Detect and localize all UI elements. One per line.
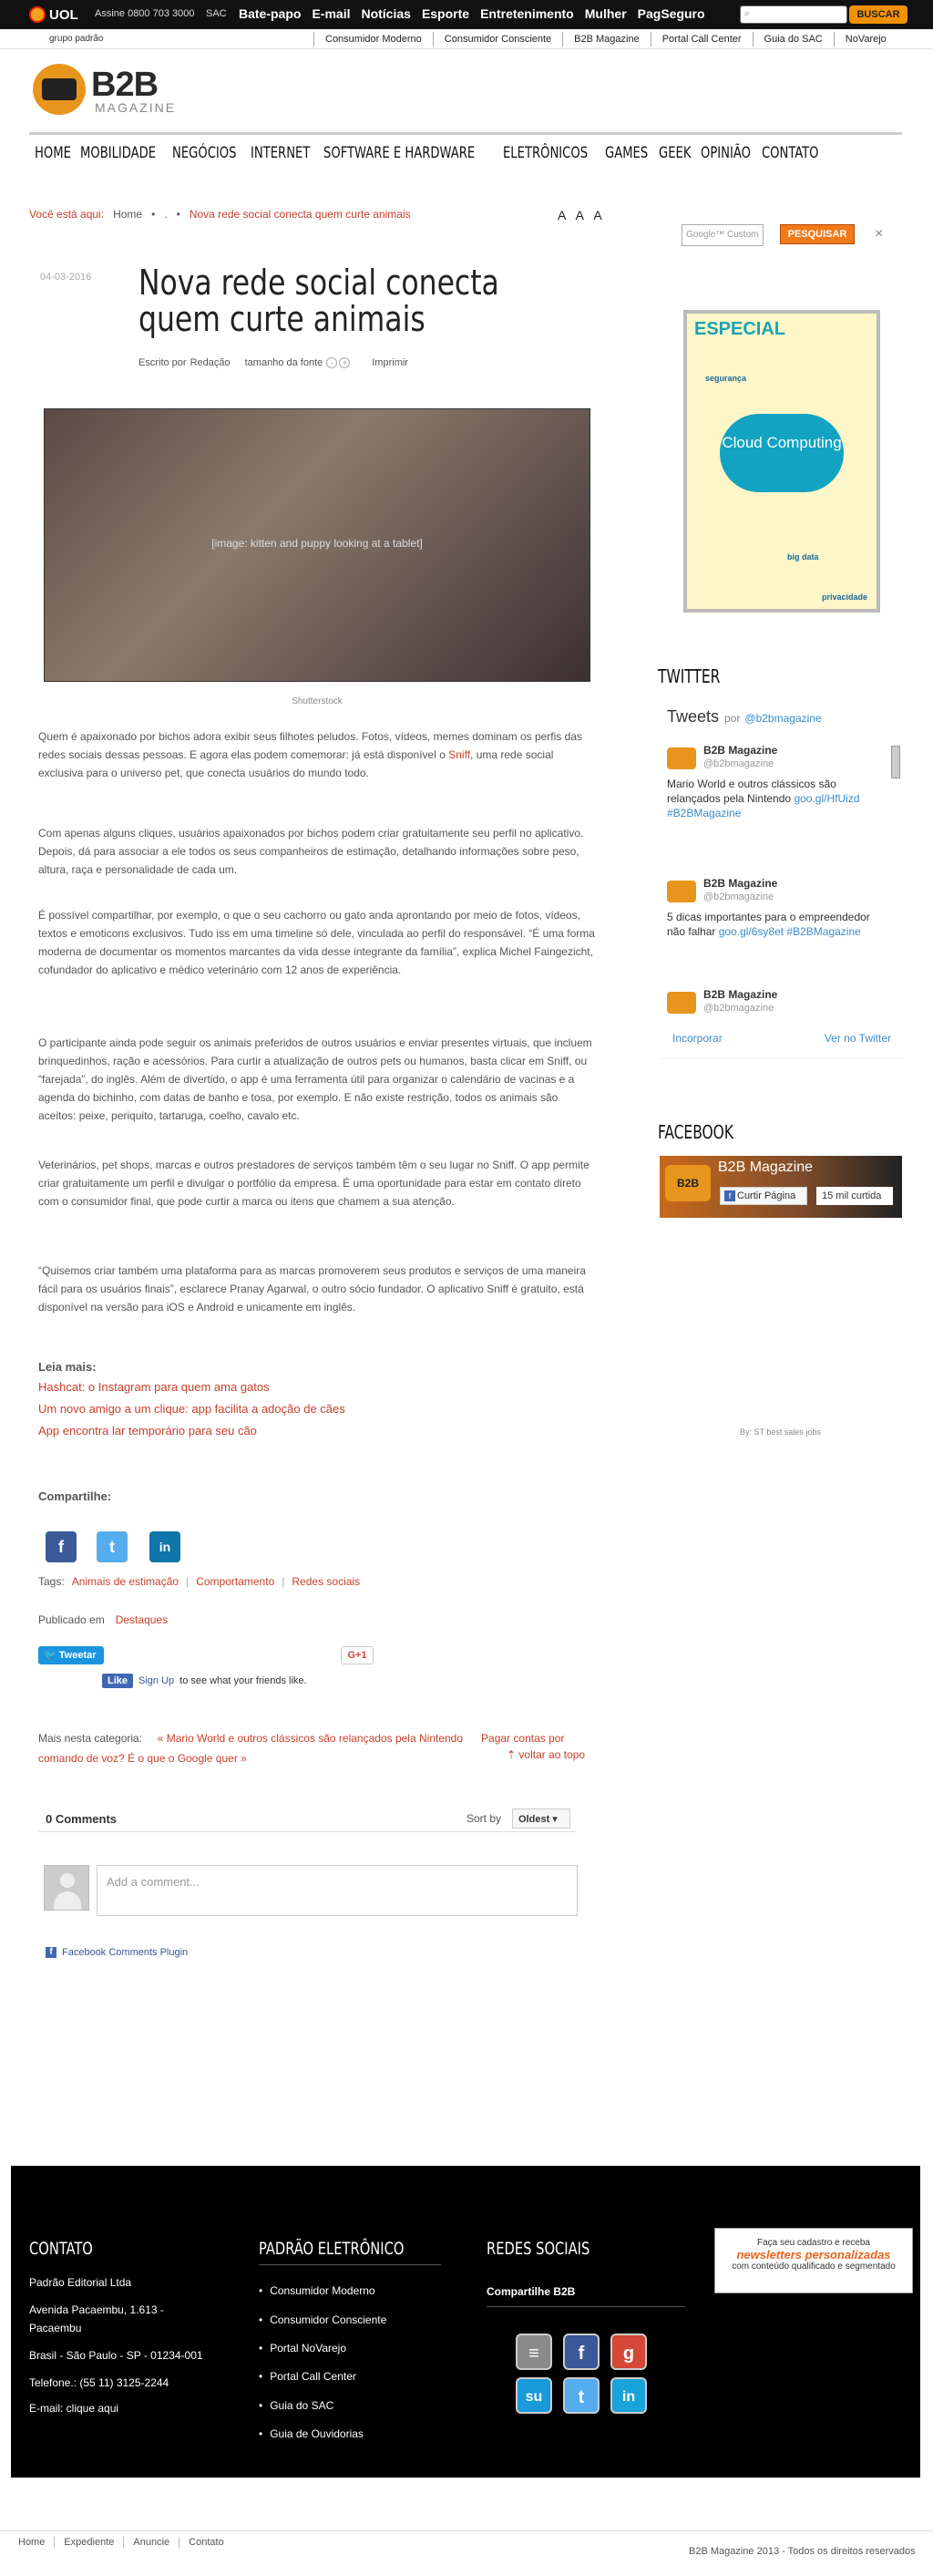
nav-item-negocios[interactable]: NEGÓCIOS [172, 144, 237, 162]
breadcrumb-sep: • [151, 208, 156, 221]
uol-nav-item[interactable]: Bate-papo [239, 6, 302, 21]
facebook-page-widget [660, 1156, 902, 1218]
gplus-button[interactable]: G+1 [341, 1646, 374, 1664]
article-paragraph: Veterinários, pet shops, marcas e outros prestadores de serviços também têm o seu lugar no Sniff. O app permite criar gratuitamente um perfil e divulgar o portfólio da empresa. É uma oportunidade para estar em contato direto com o consumidor final, que pode curtir a marca ou itens que chamem a sua atenção. [38, 1159, 590, 1208]
print-link[interactable]: Imprimir [372, 357, 408, 368]
bottom-link[interactable]: Anuncie [123, 2537, 179, 2548]
nav-item-software[interactable]: SOFTWARE E HARDWARE [323, 144, 476, 162]
author-name: Redação [190, 357, 231, 368]
twitter-icon[interactable]: t [97, 1531, 128, 1562]
linkedin-icon[interactable]: in [610, 2377, 647, 2414]
banner-tag: big data [787, 552, 819, 562]
b2b-avatar-icon [667, 992, 696, 1014]
footer [11, 2166, 920, 2478]
nav-item-opiniao[interactable]: OPINIÃO [700, 144, 751, 162]
grupo-padrao-logo[interactable]: grupo padrão [49, 34, 104, 44]
article-image [44, 408, 590, 682]
footer-link[interactable]: • Guia de Ouvidorias [259, 2427, 364, 2440]
fb-comments-plugin-link[interactable]: f Facebook Comments Plugin [46, 1947, 188, 1958]
fb-like-button[interactable]: Like [102, 1674, 133, 1688]
contato-line: Padrão Editorial Ltda [29, 2276, 132, 2289]
comments-header [38, 1810, 576, 1832]
article-meta [138, 357, 408, 368]
more-label: Mais nesta categoria: [38, 1732, 143, 1745]
sort-label: Sort by [466, 1812, 502, 1825]
contato-email-link[interactable]: E-mail: clique aqui [29, 2402, 119, 2415]
fb-page-name[interactable]: B2B Magazine [718, 1159, 814, 1175]
article-paragraph: Com apenas alguns cliques, usuários apaixonados por bichos podem criar gratuitamente seu perfil no aplicativo. Depois, dá para associar a ele todos os seus companheiros de estimação, detalhando informações sobre peso, altura, raça e personalidade de cada um. [38, 827, 584, 876]
uol-logo-icon [29, 6, 46, 23]
article-title: Nova rede social conecta quem curte animais [138, 263, 499, 339]
facebook-icon[interactable]: f [46, 1531, 77, 1562]
buscar-button[interactable]: BUSCAR [849, 5, 907, 24]
brand-name: B2B [91, 66, 159, 104]
twitter-icon[interactable]: t [563, 2377, 600, 2414]
footer-link[interactable]: • Portal Call Center [259, 2370, 356, 2383]
especial-banner[interactable] [683, 310, 880, 613]
published-in: Publicado em Destaques [38, 1613, 169, 1626]
nav-item-games[interactable]: GAMES [605, 144, 649, 162]
bottom-bar [0, 2530, 933, 2558]
b2b-avatar-icon [667, 747, 696, 769]
footer-link[interactable]: • Portal NoVarejo [259, 2342, 346, 2354]
myspace-icon[interactable]: ≡ [516, 2334, 552, 2370]
fb-like-page-button[interactable]: f Curtir Página [720, 1187, 807, 1205]
article-paragraph: O participante ainda pode seguir os animais preferidos de outros usuários e enviar presentes virtuais, que incluem brinquedinhos, ração e acessórios. Para curtir a atualização de outros pets ou humanos, basta clicar em Sniff, ou “farejada”, do inglês. Além de divertido, o app é uma ferramenta útil para organizar o calendário de vacinas e a agenda do bichinho, com datas de banho e tosa, por exemplo. E não existe restrição, todos os animais são aceitos: peixe, periquito, tartaruga, coelho, cavalo etc. [38, 1036, 592, 1122]
fb-signup-text: to see what your friends like. [179, 1675, 307, 1686]
newsletter-banner[interactable]: Faça seu cadastro e receba newsletters personalizadas com conteúdo qualificado e segmentado [714, 2228, 913, 2293]
banner-title: ESPECIAL [694, 319, 786, 339]
bottom-link[interactable]: Home [18, 2537, 46, 2548]
facebook-heading: FACEBOOK [658, 1121, 734, 1143]
related-link[interactable]: Um novo amigo a um clique: app facilita a adoção de cães [38, 1402, 345, 1416]
article-paragraph: “Quisemos criar também uma plataforma para as marcas promoverem seus produtos e serviços de uma maneira fácil para os usuários finais”, esclarece Pranay Agarwal, o outro sócio fundador. O aplicativo Sniff é gratuito, está disponível na versão para iOS e Android e unicamente em inglês. [38, 1264, 586, 1314]
contato-line: Avenida Pacaembu, 1.613 - [29, 2303, 164, 2316]
nav-item-geek[interactable]: GEEK [659, 144, 692, 162]
facebook-icon: f [724, 1190, 735, 1201]
tweets-header: Tweets por @b2bmagazine [667, 707, 822, 726]
share-heading: Compartilhe: [38, 1489, 112, 1503]
tags-label: Tags: [38, 1575, 65, 1588]
comment-input[interactable]: Add a comment... [97, 1865, 578, 1916]
nav-item-home[interactable]: HOME [35, 144, 71, 162]
by-line[interactable]: By: ST best sales jobs [740, 1427, 821, 1437]
sniff-link[interactable]: Sniff [448, 748, 471, 761]
tags: Tags: Animais de estimação | Comportamento | Redes sociais [38, 1575, 361, 1588]
group-link[interactable]: NoVarejo [834, 32, 897, 46]
twitter-scrollbar[interactable] [891, 746, 900, 778]
b2b-badge-icon [33, 64, 86, 115]
group-link[interactable]: Guia do SAC [753, 32, 834, 46]
prev-article-link[interactable]: « Mario World e outros clássicos são relançados pela Nintendo [157, 1732, 464, 1745]
copyright: B2B Magazine 2013 - Todos os direitos reservados [689, 2546, 916, 2557]
breadcrumb-item[interactable]: . [164, 208, 168, 221]
banner-tag: segurança [705, 374, 747, 383]
footer-link[interactable]: • Consumidor Moderno [259, 2284, 375, 2297]
footer-padrao-heading: PADRÃO ELETRÔNICO [259, 2239, 405, 2259]
uol-nav-item[interactable]: Esporte [421, 6, 470, 21]
image-caption: Shutterstock [292, 696, 343, 706]
bottom-link[interactable]: Contato [179, 2537, 233, 2548]
author-label: Escrito por [138, 357, 187, 368]
assine-link[interactable]: Assine 0800 703 3000 [95, 8, 195, 19]
group-link[interactable]: B2B Magazine [562, 32, 651, 46]
uol-nav-item[interactable]: Mulher [584, 6, 627, 21]
footer-link[interactable]: • Consumidor Consciente [259, 2313, 386, 2326]
back-to-top-link[interactable]: ⇡ voltar ao topo [507, 1748, 586, 1761]
uol-logo[interactable]: UOL [29, 5, 78, 24]
fb-likes-count: 15 mil curtida [816, 1187, 893, 1205]
sort-select[interactable]: Oldest ▾ [512, 1808, 570, 1829]
uol-search-input[interactable] [740, 5, 847, 24]
twitter-timeline: Tweets por @b2bmagazine B2B Magazine @b2bmagazine Mario World e outros clássicos são relançados pela Nintendo goo.gl/HfUizd #B2BMagazine B2B Magazine @b2bmagazine 5 dicas importantes para o empreendedor não falhar goo.gl/6sy8et #B2BMagazine B2B Magazine @b2bmagazine [661, 698, 904, 1059]
brand-sub: MAGAZINE [95, 100, 177, 115]
uol-nav-item[interactable]: Notícias [361, 6, 411, 21]
bottom-links [18, 2537, 233, 2548]
chevron-down-icon: ▾ [552, 1814, 558, 1825]
next-article-link[interactable]: Pagar contas por comando de voz? É o que o Google quer » [38, 1732, 565, 1765]
related-link[interactable]: App encontra lar temporário para seu cão [38, 1424, 257, 1437]
linkedin-icon[interactable]: in [149, 1531, 180, 1562]
search-icon: ⌕ [744, 8, 751, 19]
b2b-fb-logo[interactable]: B2B [665, 1165, 711, 1201]
group-links [313, 32, 897, 46]
header-divider [29, 132, 902, 135]
font-decrease-button[interactable]: - [326, 357, 337, 368]
stumbleupon-icon[interactable]: su [516, 2377, 552, 2414]
footer-link[interactable]: • Guia do SAC [259, 2399, 333, 2412]
contato-line: Telefone.: (55 11) 3125-2244 [29, 2376, 169, 2389]
view-on-twitter-link[interactable]: Ver no Twitter [824, 1032, 891, 1045]
leia-mais-heading: Leia mais: [38, 1360, 97, 1374]
cloud-icon: Cloud Computing [720, 414, 844, 492]
uol-top-bar [0, 0, 933, 29]
footer-redes-heading: REDES SOCIAIS [487, 2239, 590, 2259]
breadcrumb-sep: • [176, 208, 180, 221]
avatar [44, 1865, 89, 1911]
facebook-icon[interactable]: f [563, 2334, 600, 2370]
breadcrumb [29, 208, 411, 221]
contato-line: Pacaembu [29, 2322, 82, 2334]
font-size-toggle[interactable]: A A A [558, 208, 606, 222]
nav-item-internet[interactable]: INTERNET [250, 144, 311, 162]
twitter-handle-link[interactable]: @b2bmagazine [744, 712, 822, 725]
compartilhe-b2b: Compartilhe B2B [487, 2285, 576, 2298]
contato-line: Brasil - São Paulo - SP - 01234-001 [29, 2349, 203, 2362]
group-link[interactable]: Portal Call Center [651, 32, 753, 46]
facebook-icon: f [46, 1947, 56, 1958]
twitter-heading: TWITTER [658, 665, 721, 687]
article-paragraph: Quem é apaixonado por bichos adora exibir seus filhotes peludos. Fotos, vídeos, memes dominam os perfis das redes sociais dessas pessoas. E agora elas podem comemorar: já está disponível o Sniff, uma rede social exclusiva para o universo pet, que conecta usuários do mundo todo. [38, 730, 582, 779]
pesquisar-button[interactable]: PESQUISAR [780, 224, 855, 244]
uol-nav-item[interactable]: Entretenimento [480, 6, 574, 21]
breadcrumb-label: Você está aqui: [29, 208, 105, 221]
twitter-icon: 🐦 [44, 1650, 59, 1661]
group-link[interactable]: Consumidor Consciente [433, 32, 562, 46]
group-link[interactable]: Consumidor Moderno [313, 32, 433, 46]
fb-signup-link[interactable]: Sign Up [138, 1675, 175, 1686]
main-nav [35, 144, 819, 162]
google-icon[interactable]: g [610, 2334, 647, 2370]
fb-like-widget [102, 1674, 307, 1688]
nav-item-mobilidade[interactable]: MOBILIDADE [80, 144, 157, 162]
uol-nav [239, 6, 705, 21]
close-icon[interactable]: × [875, 226, 884, 242]
tweet-button[interactable]: 🐦 Tweetar [38, 1646, 104, 1664]
article-date: 04-03-2016 [40, 272, 92, 283]
related-link[interactable]: Hashcat: o Instagram para quem ama gatos [38, 1380, 270, 1394]
comments-count: 0 Comments [46, 1812, 118, 1826]
embed-link[interactable]: Incorporar [672, 1032, 723, 1045]
tag-link[interactable]: Redes sociais [292, 1575, 361, 1588]
nav-item-contato[interactable]: CONTATO [762, 144, 819, 162]
font-size-label: tamanho da fonte [244, 357, 323, 368]
tag-link[interactable]: Comportamento [196, 1575, 275, 1588]
google-search-input[interactable]: Google™ Custom [682, 224, 764, 246]
article-image-label: [image: kitten and puppy looking at a tablet] [211, 537, 423, 550]
bottom-link[interactable]: Expediente [54, 2537, 123, 2548]
nav-item-eletronicos[interactable]: ELETRÔNICOS [503, 144, 589, 162]
category-link[interactable]: Destaques [115, 1613, 169, 1626]
article-paragraph: É possível compartilhar, por exemplo, o que o seu cachorro ou gato anda aprontando por meio de fotos, vídeos, textos e emoticons exclusivos. Tudo iss em uma timeline só dele, vinculada ao perfil do responsável. “É uma forma moderna de documentar os momentos marcantes da vida desse integrante da família”, explica Michel Faingezicht, cofundador do aplicativo e médico veterinário com 12 anos de experiência. [38, 909, 595, 976]
b2b-avatar-icon [667, 881, 696, 902]
uol-nav-item[interactable]: E-mail [312, 6, 351, 21]
group-bar [0, 29, 933, 49]
font-increase-button[interactable]: + [339, 357, 350, 368]
tag-link[interactable]: Animais de estimação [71, 1575, 179, 1588]
uol-nav-item[interactable]: PagSeguro [637, 6, 705, 21]
breadcrumb-home[interactable]: Home [113, 208, 143, 221]
banner-tag: privacidade [822, 592, 868, 602]
sac-link[interactable]: SAC [206, 8, 227, 19]
footer-contato-heading: CONTATO [29, 2239, 93, 2259]
breadcrumb-current: Nova rede social conecta quem curte animais [189, 208, 411, 221]
twitter-footer [672, 1032, 891, 1045]
b2b-logo[interactable] [33, 64, 177, 118]
arrow-up-icon: ⇡ [507, 1748, 519, 1761]
